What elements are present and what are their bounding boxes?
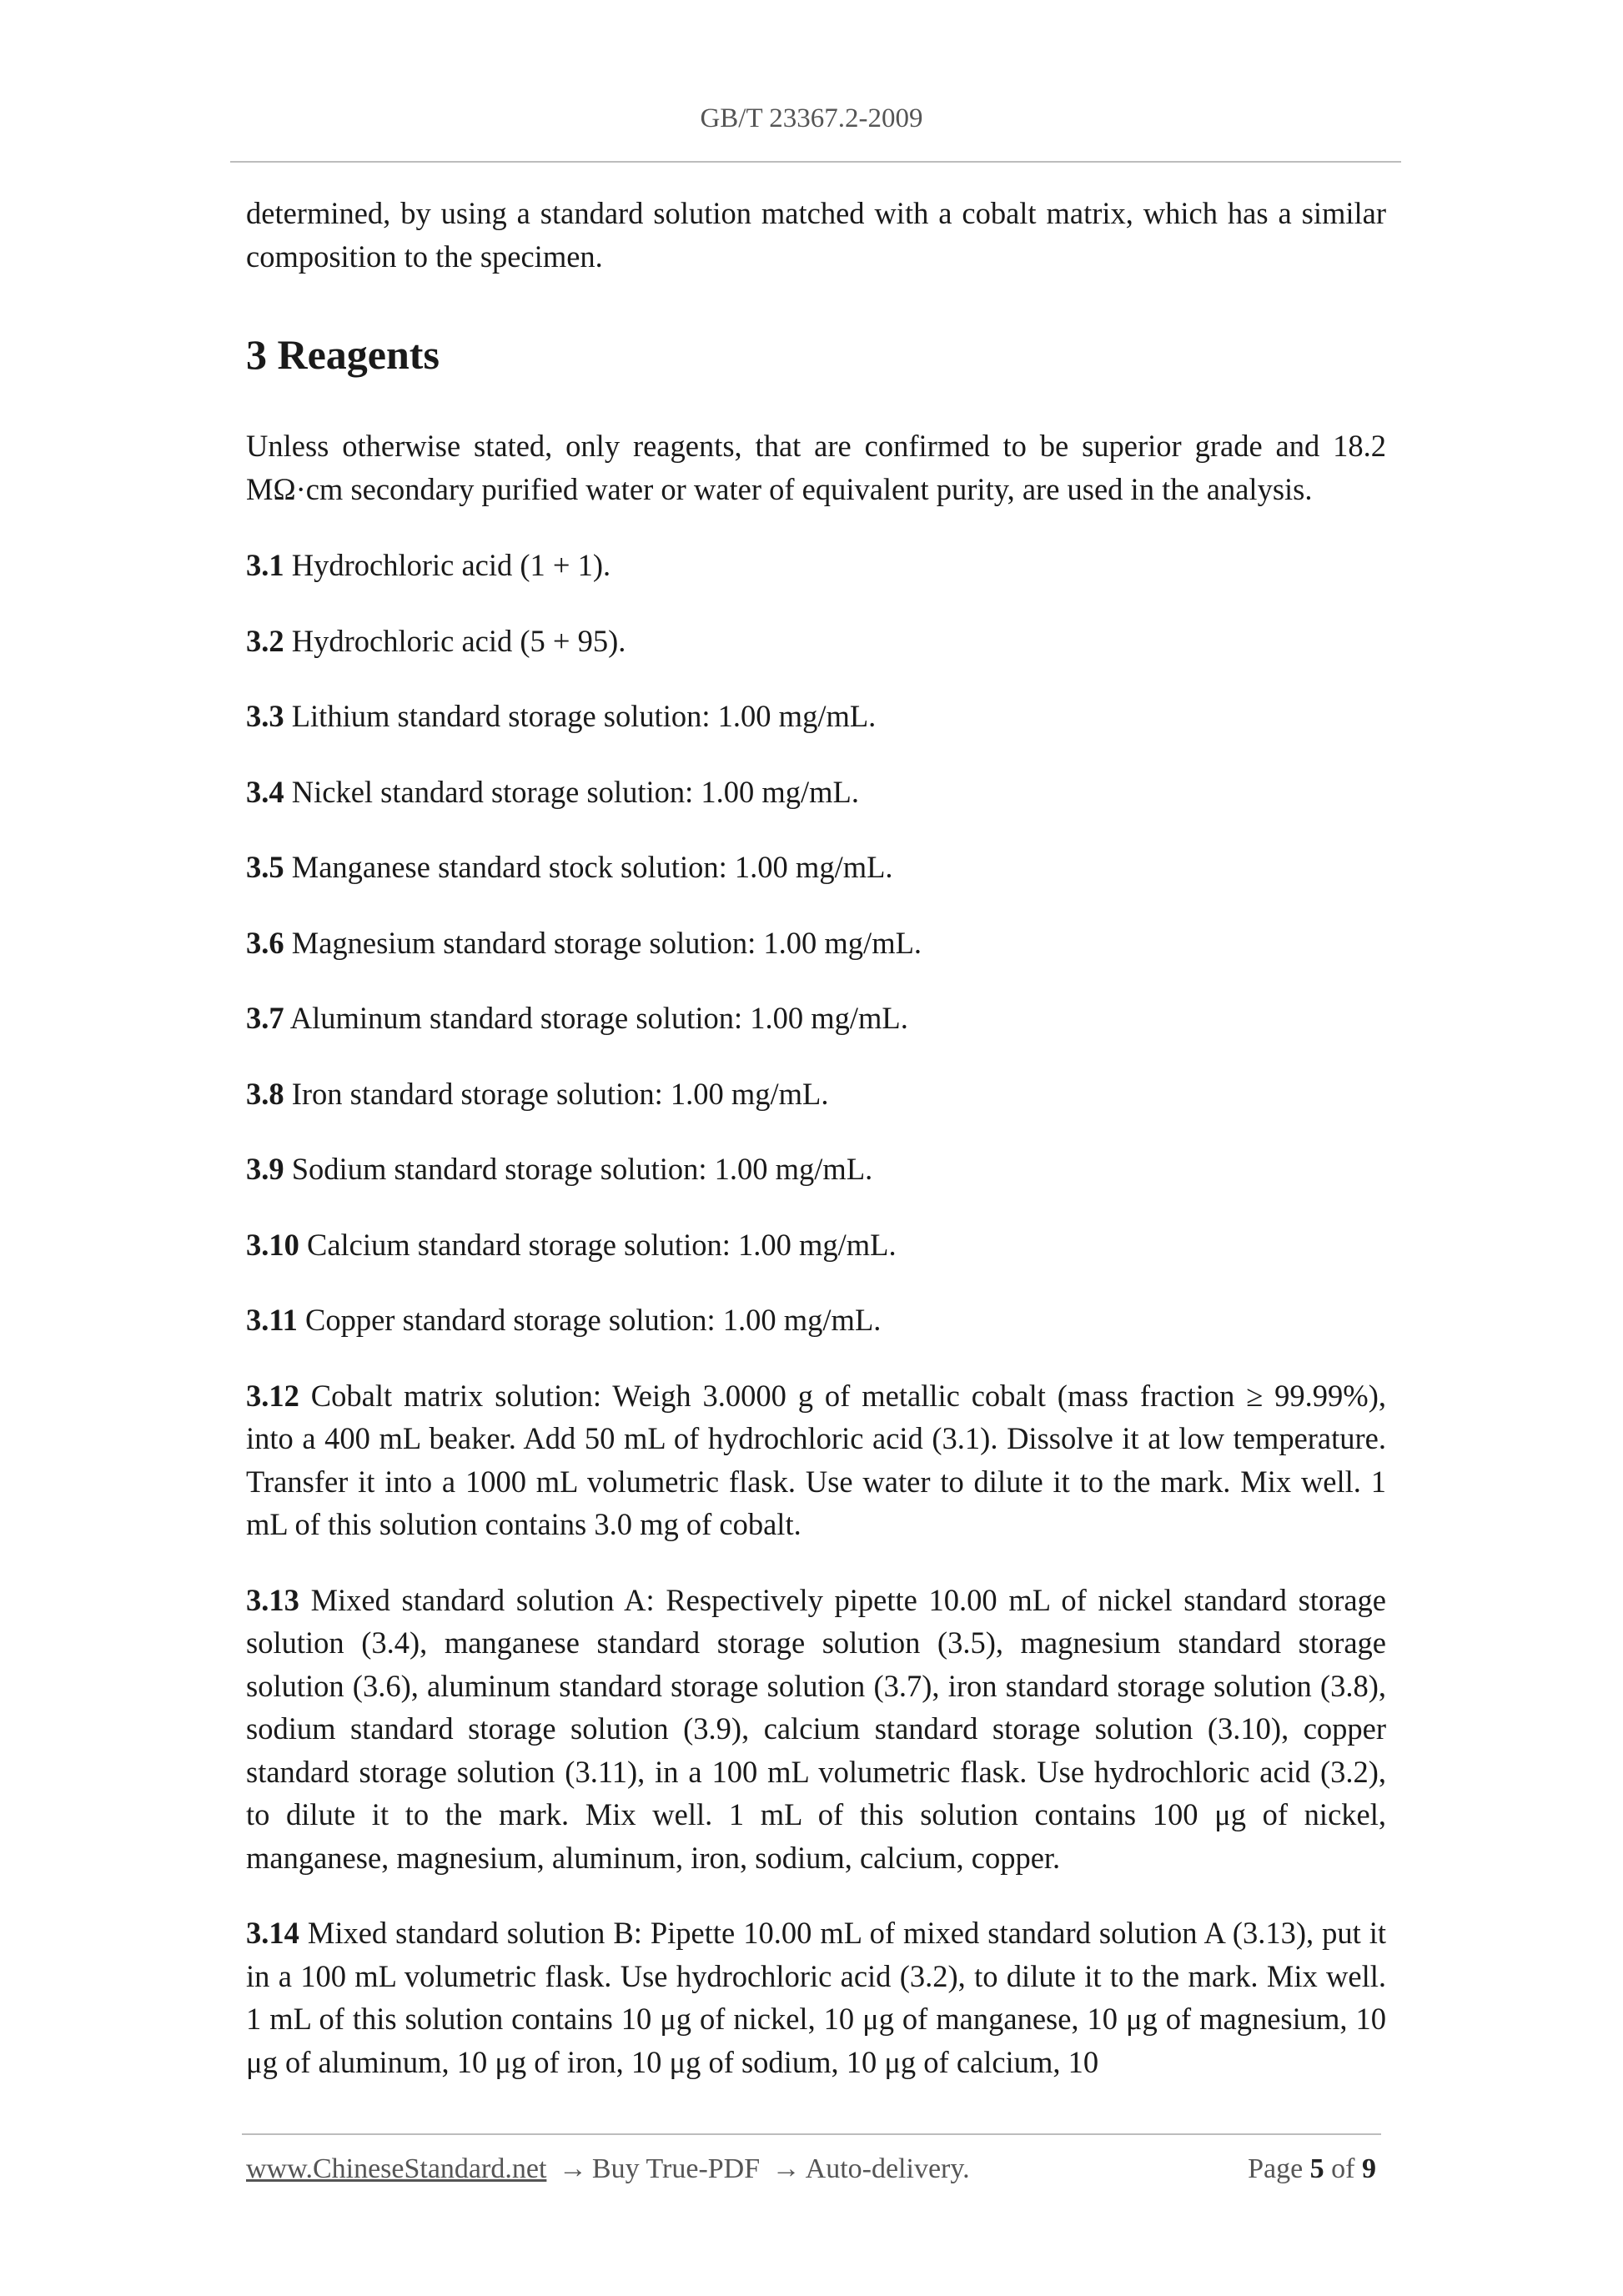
reagent-item-text: Nickel standard storage solution: 1.00 mg/mL. xyxy=(291,774,859,809)
reagent-item-text: Magnesium standard storage solution: 1.00 mg/mL. xyxy=(291,925,922,960)
reagent-item-text: Copper standard storage solution: 1.00 mg/mL. xyxy=(305,1303,882,1337)
header-divider xyxy=(230,161,1401,163)
reagent-item-text: Mixed standard solution B: Pipette 10.00 mL of mixed standard solution A (3.13), put it in a 100 mL volumetric flask. Use hydrochloric acid (3.2), to dilute it to the mark. Mix well. 1 mL of this solution contains 10 μg of nickel, 10 μg of manganese, 10 μg of magnesium, 10 μg of aluminum, 10 μg of iron, 10 μg of sodium, 10 μg of calcium, 10 xyxy=(246,1916,1386,2079)
site-link[interactable]: www.ChineseStandard.net xyxy=(246,2153,547,2184)
reagent-item xyxy=(246,695,1386,738)
reagent-item-number: 3.9 xyxy=(246,1152,284,1186)
reagent-item-number: 3.10 xyxy=(246,1227,299,1262)
reagent-item-text: Iron standard storage solution: 1.00 mg/mL. xyxy=(291,1076,829,1111)
section-heading: 3 Reagents xyxy=(246,331,440,378)
page-label: Page xyxy=(1248,2153,1304,2184)
reagent-item xyxy=(246,1073,1386,1116)
reagent-item-number: 3.4 xyxy=(246,774,284,809)
reagent-item-text: Hydrochloric acid (5 + 95). xyxy=(291,623,626,658)
reagent-item xyxy=(246,1579,1386,1880)
reagent-item xyxy=(246,922,1386,965)
arrow-right-icon: → xyxy=(558,2153,587,2184)
reagent-item xyxy=(246,997,1386,1040)
reagent-item xyxy=(246,1299,1386,1342)
reagent-item-text: Aluminum standard storage solution: 1.00 mg/mL. xyxy=(289,1001,908,1035)
reagent-item-text: Lithium standard storage solution: 1.00 mg/mL. xyxy=(291,699,877,733)
reagent-item xyxy=(246,1148,1386,1191)
reagent-item-text: Calcium standard storage solution: 1.00 mg/mL. xyxy=(307,1227,897,1262)
reagent-item-number: 3.2 xyxy=(246,623,284,658)
page-current: 5 xyxy=(1309,2153,1324,2184)
reagent-item-text: Cobalt matrix solution: Weigh 3.0000 g of metallic cobalt (mass fraction ≥ 99.99%), into a 400 mL beaker. Add 50 mL of hydrochloric acid (3.1). Dissolve it at low temperature. Transfer it into a 1000 mL volumetric flask. Use water to dilute it to the mark. Mix well. 1 mL of this solution contains 3.0 mg of cobalt. xyxy=(246,1378,1386,1541)
footer-divider xyxy=(242,2133,1381,2135)
arrow-right-icon: → xyxy=(771,2153,801,2184)
reagent-list xyxy=(246,544,1386,2083)
reagent-item-number: 3.6 xyxy=(246,925,284,960)
page-number xyxy=(1248,2153,1376,2185)
page-header-standard-code: GB/T 23367.2-2009 xyxy=(700,103,923,133)
reagent-item-text: Mixed standard solution A: Respectively pipette 10.00 mL of nickel standard storage solution (3.4), manganese standard storage solution (3.5), magnesium standard storage solution (3.6), aluminum standard storage solution (3.7), iron standard storage solution (3.8), sodium standard storage solution (3.9), calcium standard storage solution (3.10), copper standard storage solution (3.11), in a 100 mL volumetric flask. Use hydrochloric acid (3.2), to dilute it to the mark. Mix well. 1 mL of this solution contains 100 μg of nickel, manganese, magnesium, aluminum, iron, sodium, calcium, copper. xyxy=(246,1582,1386,1875)
intro-paragraph: determined, by using a standard solution matched with a cobalt matrix, which has a similar composition to the specimen. xyxy=(246,196,1386,274)
reagent-item-number: 3.14 xyxy=(246,1916,299,1950)
reagent-item-number: 3.7 xyxy=(246,1001,284,1035)
footer-links xyxy=(246,2153,970,2185)
reagent-item xyxy=(246,846,1386,889)
section-intro-paragraph: Unless otherwise stated, only reagents, that are confirmed to be superior grade and 18.2 MΩ·cm secondary purified water or water of equivalent purity, are used in the analysis. xyxy=(246,429,1386,506)
reagent-item xyxy=(246,544,1386,587)
auto-delivery-text: Auto-delivery. xyxy=(805,2153,970,2184)
reagent-item xyxy=(246,1912,1386,2083)
reagent-item xyxy=(246,1223,1386,1267)
reagent-item-number: 3.1 xyxy=(246,548,284,582)
reagent-item xyxy=(246,1374,1386,1546)
page-body xyxy=(246,192,1386,2116)
reagent-item-number: 3.11 xyxy=(246,1303,298,1337)
reagent-item-number: 3.12 xyxy=(246,1378,299,1413)
reagent-item-number: 3.5 xyxy=(246,850,284,884)
buy-true-pdf-text: Buy True-PDF xyxy=(591,2153,761,2184)
reagent-item-text: Hydrochloric acid (1 + 1). xyxy=(291,548,611,582)
reagent-item-number: 3.3 xyxy=(246,699,284,733)
reagent-item-number: 3.8 xyxy=(246,1076,284,1111)
reagent-item-text: Manganese standard stock solution: 1.00 mg/mL. xyxy=(291,850,893,884)
page-total: 9 xyxy=(1362,2153,1376,2184)
reagent-item xyxy=(246,620,1386,663)
reagent-item xyxy=(246,771,1386,814)
reagent-item-text: Sodium standard storage solution: 1.00 mg/mL. xyxy=(291,1152,873,1186)
reagent-item-number: 3.13 xyxy=(246,1582,299,1617)
of-label: of xyxy=(1331,2153,1355,2184)
